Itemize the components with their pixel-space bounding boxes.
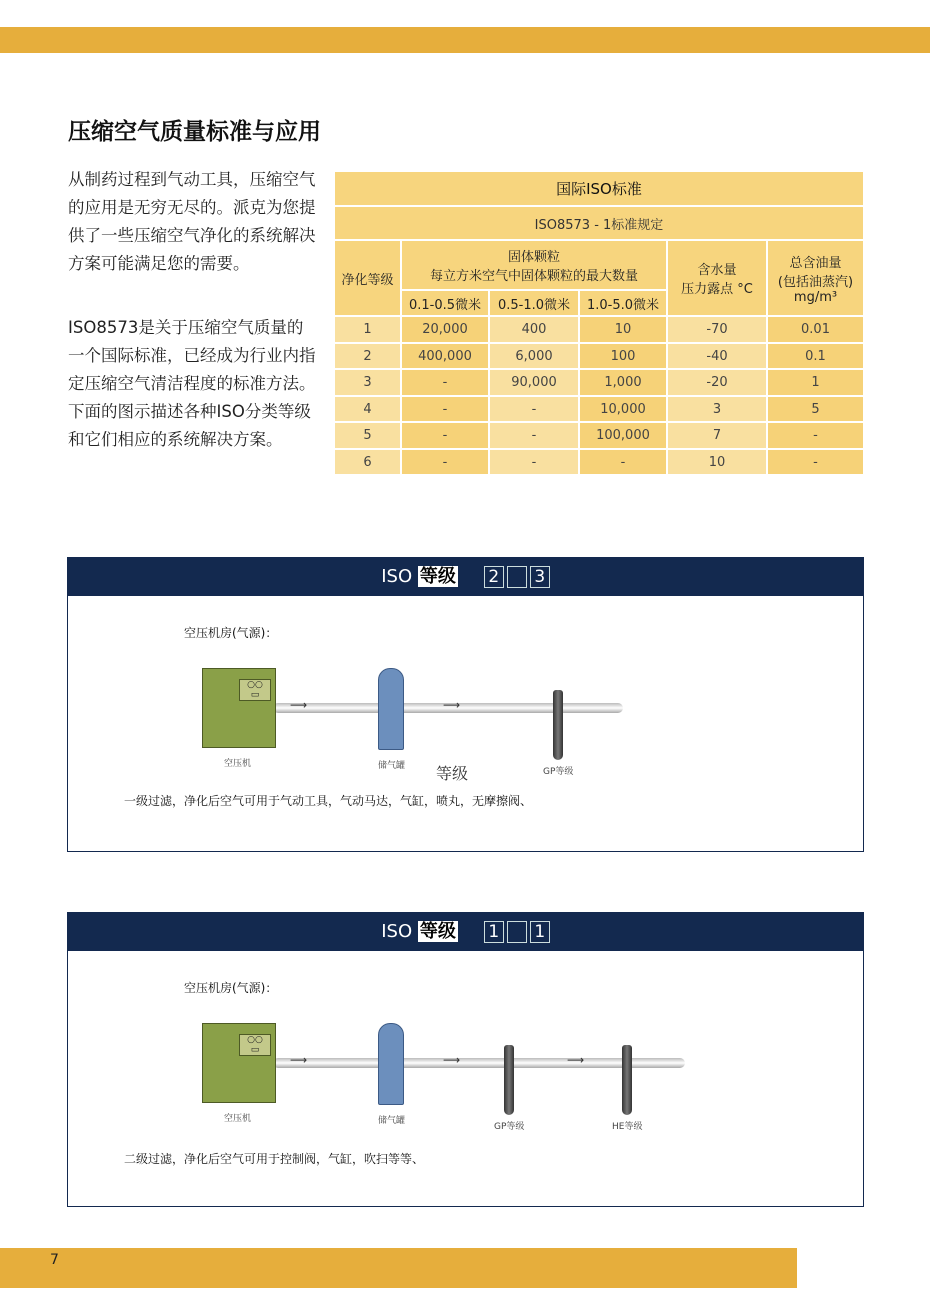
- table-cell: 6,000: [489, 343, 579, 369]
- filter-label: GP等级: [494, 1122, 525, 1132]
- col-solid-label: 固体颗粒: [507, 250, 560, 265]
- panel-description: 二级过滤，净化后空气可用于控制阀，气缸，吹扫等等、: [124, 1152, 425, 1166]
- table-cell: 7: [667, 422, 767, 449]
- intro-paragraph: ISO8573是关于压缩空气质量的一个国际标准，已经成为行业内指定压缩空气清洁程度的标准方法。下面的图示描述各种ISO分类等级和它们相应的系统解决方案。: [68, 318, 316, 449]
- grade-label: 等级: [419, 566, 456, 587]
- table-cell: -: [767, 422, 864, 449]
- compressor-icon: ○○ ▭: [202, 668, 276, 748]
- flow-arrow-icon: ⟶: [443, 1053, 461, 1067]
- page-number: 7: [50, 1252, 59, 1268]
- panel-header: [68, 913, 863, 951]
- table-cell: 0.1: [767, 343, 864, 369]
- table-cell: -20: [667, 369, 767, 396]
- table-cell: 100: [579, 343, 667, 369]
- col-grade: 净化等级: [334, 240, 401, 316]
- col-water-label: 含水量: [697, 263, 737, 278]
- source-label: 空压机房(气源)：: [184, 981, 278, 995]
- grade-label: 等级: [419, 921, 456, 942]
- size-col: 0.5-1.0微米: [489, 290, 579, 316]
- col-oil-unit: mg/m³: [793, 289, 838, 305]
- iso-standard-table: [333, 170, 865, 476]
- table-cell: -: [579, 449, 667, 475]
- col-water: [667, 240, 767, 316]
- iso-panel: [67, 912, 864, 1207]
- table-row: [334, 422, 864, 449]
- bottom-banner: [0, 1248, 797, 1288]
- col-oil: [767, 240, 864, 316]
- table-title: 国际ISO标准: [334, 171, 864, 206]
- tank-icon: [378, 1023, 404, 1105]
- table-cell: 5: [767, 396, 864, 422]
- table-cell: -: [767, 449, 864, 475]
- filter-icon: [553, 690, 563, 760]
- table-row: [334, 369, 864, 396]
- table-cell: -70: [667, 316, 767, 343]
- table-cell: 3: [667, 396, 767, 422]
- flow-arrow-icon: ⟶: [290, 1053, 308, 1067]
- intro-paragraph: 从制药过程到气动工具，压缩空气的应用是无穷无尽的。派克为您提供了一些压缩空气净化的系统解决方案可能满足您的需要。: [68, 170, 316, 273]
- flow-arrow-icon: ⟶: [443, 698, 461, 712]
- col-solid: [401, 240, 667, 290]
- grade-code-box: 2: [484, 566, 504, 588]
- panel-header: [68, 558, 863, 596]
- col-oil-label: 总含油量: [789, 255, 842, 271]
- col-water-sub: 压力露点 °C: [681, 282, 753, 297]
- table-cell: -: [401, 396, 489, 422]
- table-cell: 1: [767, 369, 864, 396]
- table-cell: 400: [489, 316, 579, 343]
- compressor-label: 空压机: [224, 759, 252, 769]
- panel-description: 一级过滤，净化后空气可用于气动工具，气动马达，气缸，喷丸，无摩擦阀、: [124, 794, 533, 808]
- size-col: 1.0-5.0微米: [579, 290, 667, 316]
- table-row: [334, 343, 864, 369]
- grade-code-box: 3: [530, 566, 550, 588]
- table-cell: 90,000: [489, 369, 579, 396]
- compressor-label: 空压机: [224, 1114, 252, 1124]
- grade-caption: 等级: [436, 764, 469, 783]
- table-cell: 5: [334, 422, 401, 449]
- table-row: [334, 449, 864, 475]
- table-cell: 1: [334, 316, 401, 343]
- table-cell: 4: [334, 396, 401, 422]
- iso-label: ISO: [381, 921, 413, 942]
- grade-code-box: 1: [484, 921, 504, 943]
- filter-label: HE等级: [612, 1122, 643, 1132]
- table-row: [334, 316, 864, 343]
- table-cell: -: [401, 422, 489, 449]
- filter-label: GP等级: [543, 767, 574, 777]
- top-banner: [0, 27, 930, 53]
- tank-label: 储气罐: [378, 761, 406, 771]
- col-solid-sub: 每立方米空气中固体颗粒的最大数量: [429, 269, 638, 284]
- table-cell: -: [489, 449, 579, 475]
- flow-arrow-icon: ⟶: [290, 698, 308, 712]
- tank-label: 储气罐: [378, 1116, 406, 1126]
- table-cell: 100,000: [579, 422, 667, 449]
- page-title: 压缩空气质量标准与应用: [68, 119, 321, 145]
- table-cell: 0.01: [767, 316, 864, 343]
- grade-code-box: 1: [530, 921, 550, 943]
- table-cell: -: [489, 422, 579, 449]
- table-cell: 20,000: [401, 316, 489, 343]
- compressor-icon: ○○ ▭: [202, 1023, 276, 1103]
- table-cell: 10: [667, 449, 767, 475]
- filter-icon: [622, 1045, 632, 1115]
- table-cell: 1,000: [579, 369, 667, 396]
- table-row: [334, 396, 864, 422]
- source-label: 空压机房(气源)：: [184, 626, 278, 640]
- table-cell: -: [401, 449, 489, 475]
- table-cell: -: [401, 369, 489, 396]
- table-cell: 10,000: [579, 396, 667, 422]
- table-cell: 6: [334, 449, 401, 475]
- tank-icon: [378, 668, 404, 750]
- grade-code-box: [507, 921, 527, 943]
- flow-arrow-icon: ⟶: [567, 1053, 585, 1067]
- filter-icon: [504, 1045, 514, 1115]
- iso-panel: [67, 557, 864, 852]
- grade-code-box: [507, 566, 527, 588]
- iso-label: ISO: [381, 566, 413, 587]
- col-oil-sub: (包括油蒸汽): [777, 274, 854, 290]
- table-cell: -40: [667, 343, 767, 369]
- table-cell: 10: [579, 316, 667, 343]
- table-subtitle: ISO8573 - 1标准规定: [334, 206, 864, 240]
- table-cell: 400,000: [401, 343, 489, 369]
- size-col: 0.1-0.5微米: [401, 290, 489, 316]
- table-cell: 3: [334, 369, 401, 396]
- table-cell: -: [489, 396, 579, 422]
- table-cell: 2: [334, 343, 401, 369]
